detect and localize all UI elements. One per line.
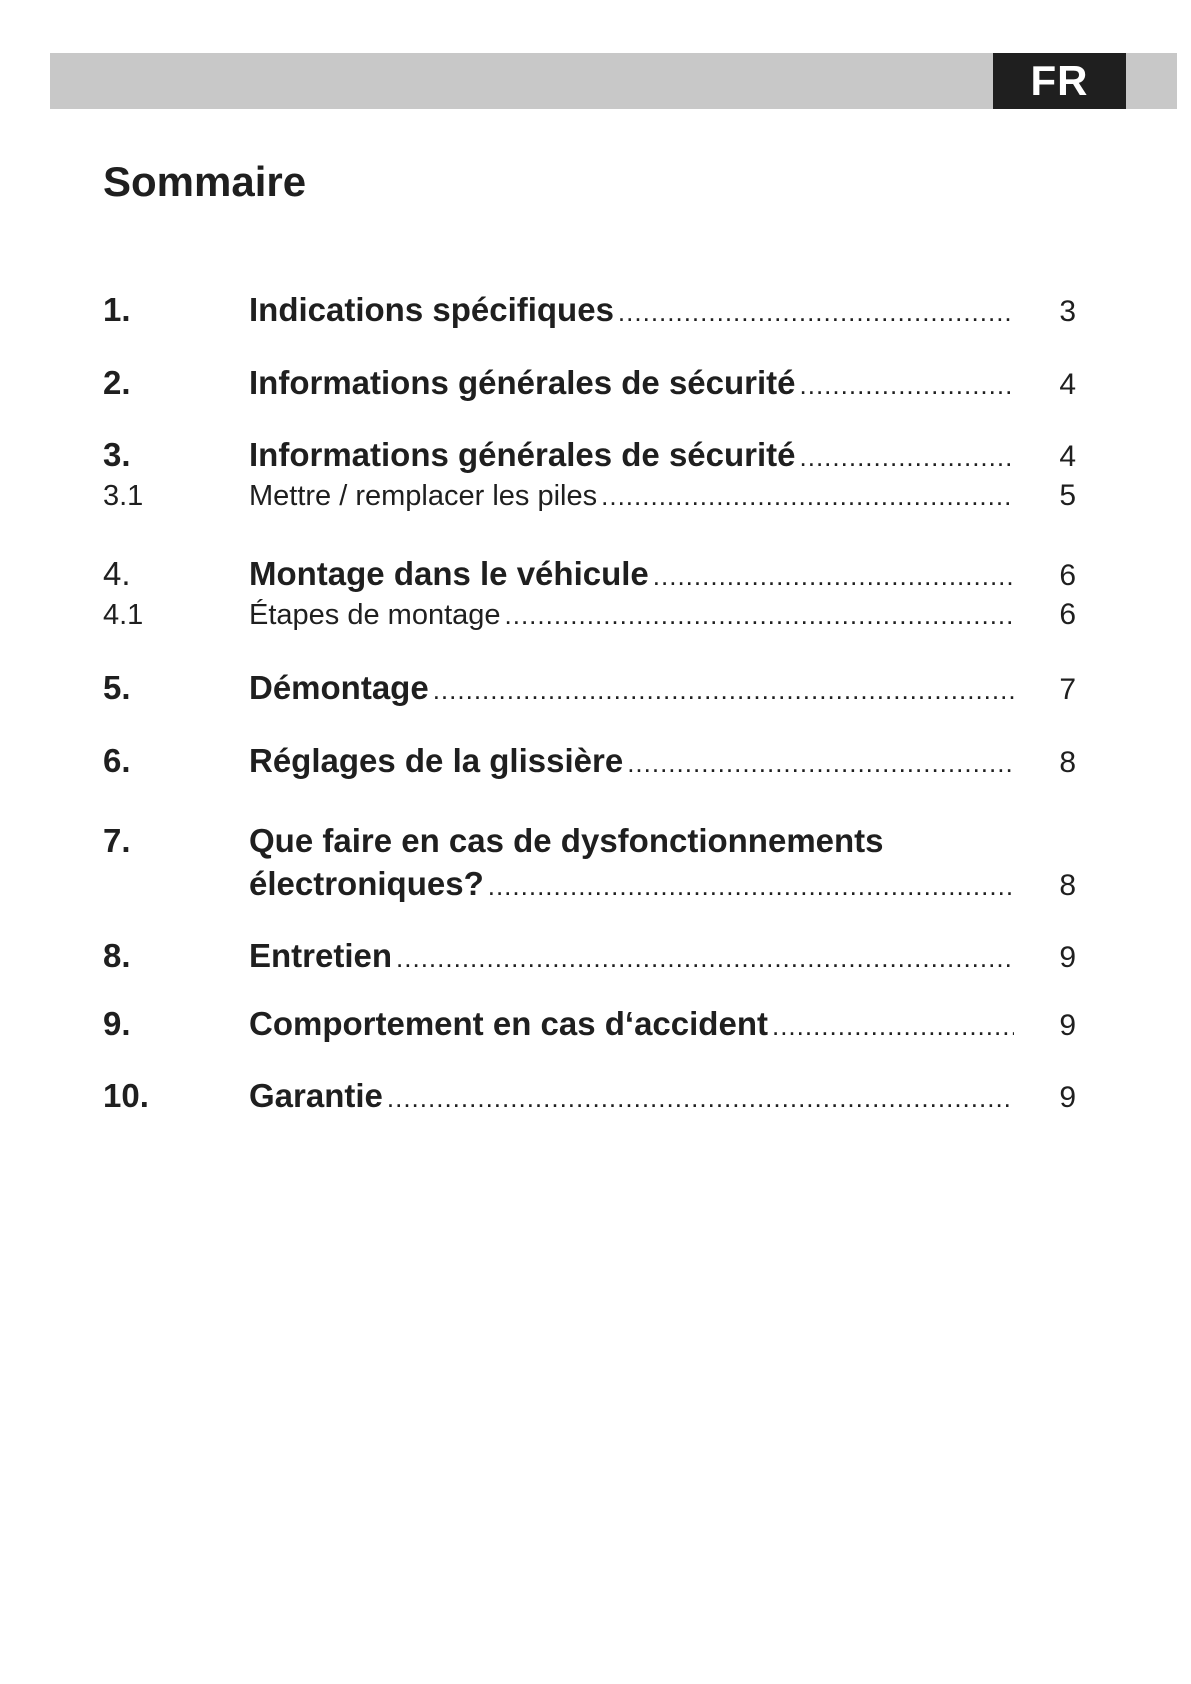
toc-entry-number: 3.1 [103,480,144,512]
toc-entry-8[interactable] [103,936,1076,976]
toc-entry-number: 7. [103,822,131,859]
toc-entry-page: 4 [1059,368,1076,401]
toc-dot-leader [433,670,1014,710]
toc-entry-title: Réglages de la glissière [249,742,624,779]
language-badge: FR [993,53,1126,109]
toc-entry-page: 4 [1059,440,1076,473]
toc-entry-number: 4.1 [103,599,144,631]
toc-entry-7-title-line1[interactable]: Que faire en cas de dysfonctionnements [249,822,884,859]
toc-entry-number: 5. [103,669,131,706]
toc-dot-leader [488,866,1014,906]
toc-entry-5[interactable] [103,668,1076,708]
page-title: Sommaire [103,158,307,205]
toc-entry-page: 6 [1059,559,1076,592]
toc-entry-title: Mettre / remplacer les piles [249,480,598,512]
toc-entry-number: 9. [103,1005,131,1042]
toc-dot-leader [505,597,1014,633]
toc-dot-leader [396,938,1014,978]
toc-entry-title: Montage dans le véhicule [249,555,649,592]
toc-entry-3-1[interactable] [103,478,1076,514]
toc-entry-title: Démontage [249,669,429,706]
toc-entry-title: Étapes de montage [249,599,501,631]
toc-entry-number: 10. [103,1077,149,1114]
toc-entry-page: 3 [1059,295,1076,328]
toc-dot-leader [601,478,1014,514]
toc-entry-page: 5 [1059,479,1076,512]
toc-entry-number: 1. [103,291,131,328]
toc-entry-number: 8. [103,937,131,974]
toc-entry-number: 6. [103,742,131,779]
toc-entry-title: électroniques? [249,865,484,902]
toc-entry-4-1[interactable] [103,597,1076,633]
toc-entry-number: 4. [103,555,131,592]
toc-entry-page: 7 [1059,673,1076,706]
toc-entry-title: Comportement en cas d‘accident [249,1005,768,1042]
toc-entry-number: 2. [103,364,131,401]
toc-dot-leader [653,556,1014,596]
toc-entry-2[interactable] [103,363,1076,403]
toc-entry-1[interactable] [103,290,1076,330]
toc-entry-page: 8 [1059,746,1076,779]
toc-entry-10[interactable] [103,1076,1076,1116]
toc-entry-page: 9 [1059,941,1076,974]
toc-entry-7[interactable] [103,864,1076,904]
toc-entry-title: Garantie [249,1077,383,1114]
toc-entry-3[interactable] [103,435,1076,475]
toc-entry-title: Informations générales de sécurité [249,364,796,401]
toc-entry-page: 8 [1059,869,1076,902]
toc-entry-9[interactable] [103,1004,1076,1044]
toc-dot-leader [618,292,1014,332]
toc-entry-title: Entretien [249,937,393,974]
toc-dot-leader [800,365,1014,405]
toc-entry-number: 3. [103,436,131,473]
toc-entry-7-number [103,821,249,861]
toc-entry-page: 9 [1059,1081,1076,1114]
toc-entry-title: Indications spécifiques [249,291,614,328]
toc-entry-title: Informations générales de sécurité [249,436,796,473]
toc-entry-6[interactable] [103,741,1076,781]
toc-dot-leader [627,743,1014,783]
toc-entry-4[interactable] [103,554,1076,594]
toc-entry-page: 6 [1059,598,1076,631]
toc-dot-leader [800,437,1014,477]
toc-dot-leader [387,1078,1014,1118]
toc-dot-leader [772,1006,1014,1046]
toc-entry-page: 9 [1059,1009,1076,1042]
